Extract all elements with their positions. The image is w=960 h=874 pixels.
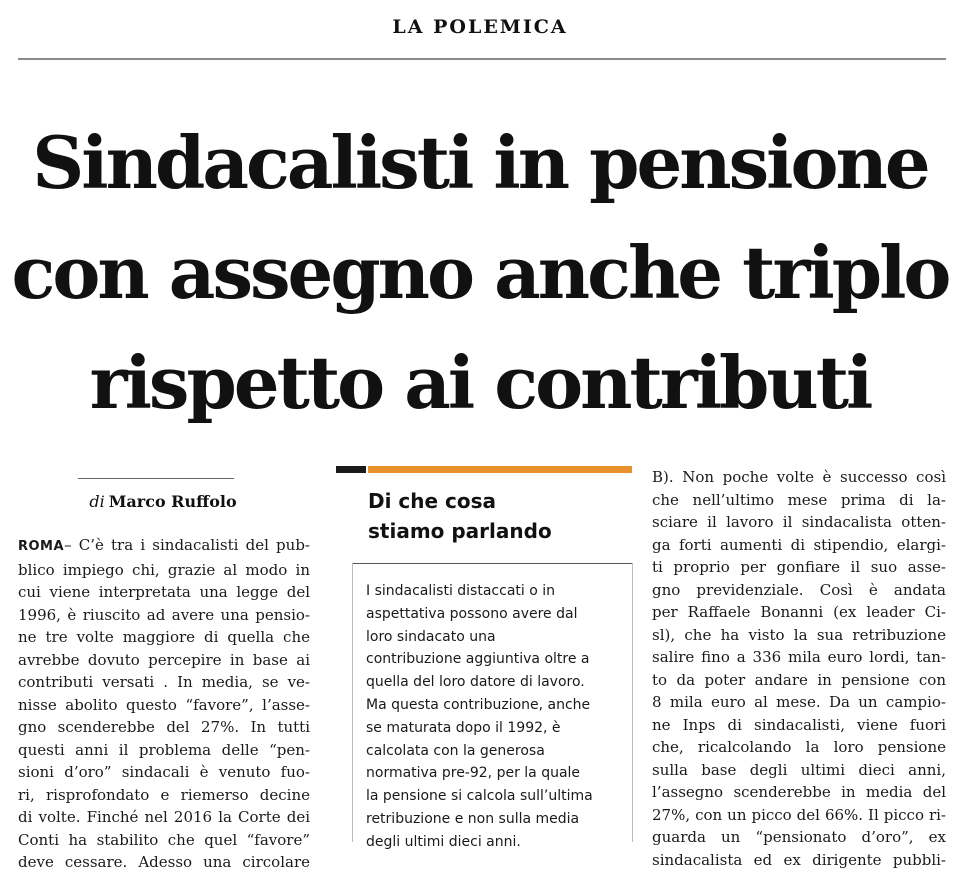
article-line: sulla base degli ultimi dieci anni, [652, 760, 946, 779]
headline-line-3: rispetto ai contributi [89, 340, 871, 425]
article-column-3 [652, 466, 946, 871]
article-line: salire fino a 336 mila euro lordi, tan- [652, 648, 946, 666]
sidebar-line: normativa pre-92, per la quale [366, 765, 581, 782]
article-line: 1996, è riuscito ad avere una pensio- [18, 605, 310, 624]
byline-rule [78, 478, 234, 479]
article-line: guarda un “pensionato d’oro”, ex [652, 828, 946, 846]
sidebar-line: la pensione si calcola sull’ultima [366, 788, 593, 805]
section-label: LA POLEMICA [392, 16, 568, 38]
sidebar-line: contribuzione aggiuntiva oltre a [366, 651, 590, 668]
sidebar-line: retribuzione e non sulla media [366, 810, 580, 827]
sidebar-line: calcolata con la generosa [366, 742, 545, 759]
article-line: ne Inps di sindacalisti, viene fuori [652, 715, 946, 734]
headline [10, 108, 950, 438]
sidebar-title-line-1: Di che cosa [368, 489, 497, 513]
article-line: sindacalista ed ex dirigente pubbli- [652, 850, 946, 869]
article-line: deve cessare. Adesso una circolare [18, 853, 310, 871]
article-line: 27%, con un picco del 66%. Il picco ri- [652, 805, 946, 824]
sidebar-bar-dark [336, 466, 366, 473]
byline-author: Marco Ruffolo [108, 492, 237, 511]
sidebar-line: degli ultimi dieci anni. [366, 833, 521, 850]
article-line: che, ricalcolando la loro pensione [652, 738, 946, 756]
top-rule [18, 58, 946, 60]
article-line: questi anni il problema delle “pen- [18, 740, 310, 759]
article-line: ne tre volte maggiore di quella che [18, 628, 310, 646]
sidebar-line: Ma questa contribuzione, anche [366, 696, 591, 713]
article-line: ROMA– C’è tra i sindacalisti del pub- [18, 536, 310, 554]
article-line: 8 mila euro al mese. Da un campio- [652, 693, 946, 711]
article-line: sciare il lavoro il sindacalista otten- [652, 513, 946, 531]
article-line: B). Non poche volte è successo così [652, 468, 946, 486]
article-line: gno previdenziale. Così è andata [652, 580, 946, 599]
sidebar-line: se maturata dopo il 1992, è [366, 719, 561, 736]
article-line: l’assegno scenderebbe in media del [652, 783, 946, 801]
sidebar-line: I sindacalisti distaccati o in [366, 583, 555, 599]
headline-line-1: Sindacalisti in pensione [32, 120, 928, 205]
article-line: ri, risprofondato e riemerso decine [18, 785, 310, 804]
article-line: Conti ha stabilito che quel “favore” [18, 830, 310, 849]
sidebar-rule [352, 563, 632, 564]
sidebar-line: aspettativa possono avere dal [366, 605, 578, 622]
article-line: sioni d’oro” sindacali è venuto fuo- [18, 763, 310, 781]
headline-line-2: con assegno anche triplo [11, 230, 949, 315]
sidebar-title [368, 486, 632, 546]
sidebar-body [366, 580, 634, 854]
sidebar-line: loro sindacato una [366, 628, 496, 645]
article-line: avrebbe dovuto percepire in base ai [18, 650, 310, 669]
article-line: cui viene interpretata una legge del [18, 583, 310, 601]
article-column-1 [18, 534, 310, 874]
article-line: nisse abolito questo “favore”, l’asse- [18, 695, 310, 714]
article-line: ga forti aumenti di stipendio, elargi- [652, 535, 946, 554]
article-line: che nell’ultimo mese prima di la- [652, 490, 946, 509]
dateline: ROMA [18, 539, 65, 554]
sidebar-line: quella del loro datore di lavoro. [366, 674, 585, 691]
article-line: contributi versati . In media, se ve- [18, 673, 310, 691]
byline [18, 492, 308, 511]
article-line: per Raffaele Bonanni (ex leader Ci- [652, 603, 946, 621]
byline-prefix: di [89, 492, 105, 511]
article-line: to da poter andare in pensione con [652, 670, 946, 689]
article-line: sl), che ha visto la sua retribuzione [652, 625, 946, 644]
article-line: ti proprio per gonfiare il suo asse- [652, 558, 946, 576]
sidebar-bar-accent [368, 466, 632, 473]
sidebar-frame-left [352, 563, 353, 842]
article-line: di volte. Finché nel 2016 la Corte dei [18, 808, 310, 826]
article-line: blico impiego chi, grazie al modo in [18, 560, 310, 579]
article-line: gno scenderebbe del 27%. In tutti [18, 718, 310, 736]
sidebar-title-line-2: stiamo parlando [368, 519, 552, 543]
